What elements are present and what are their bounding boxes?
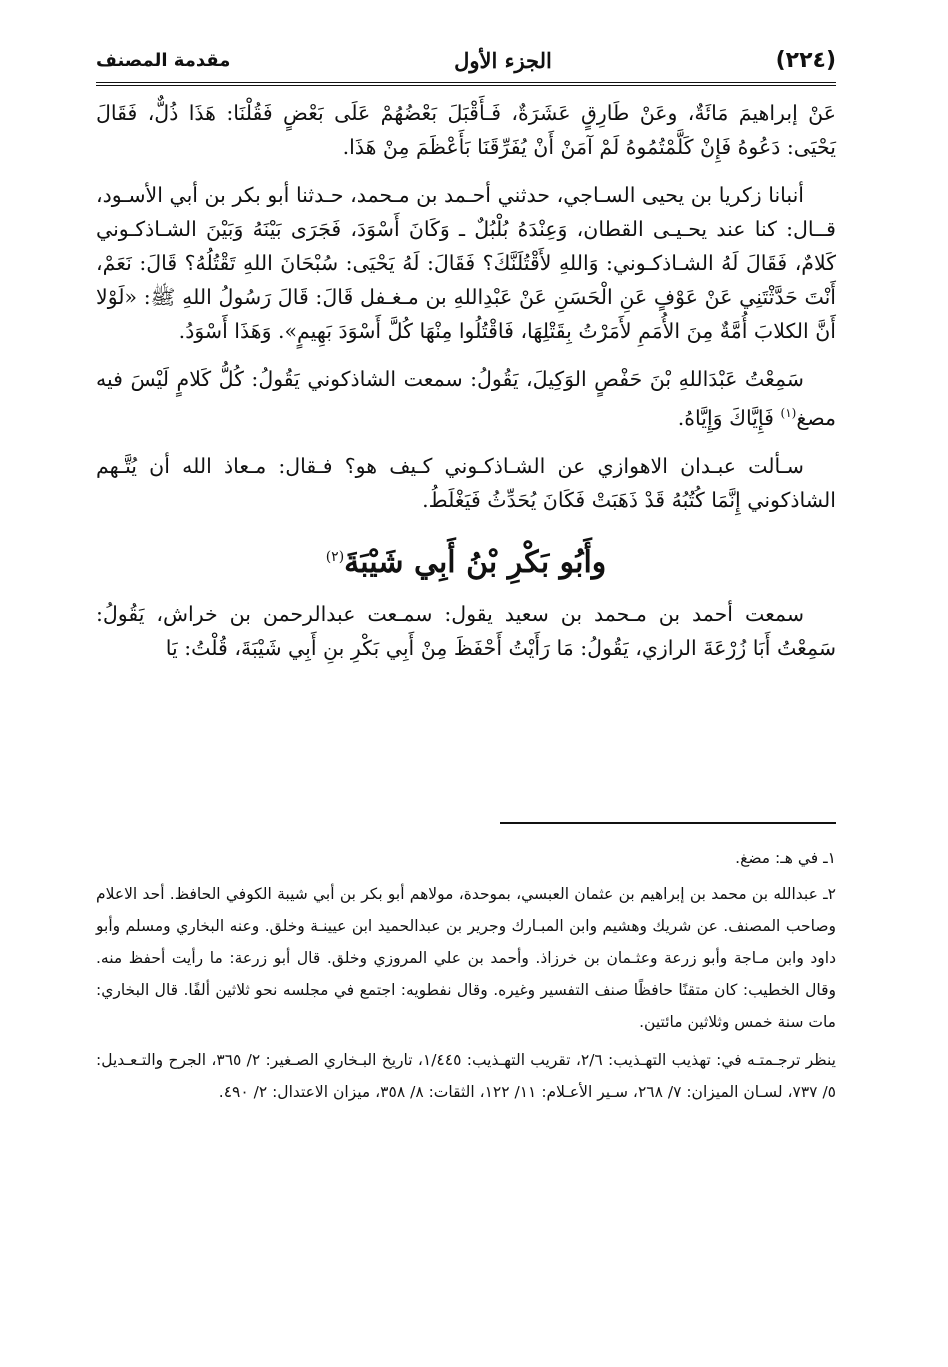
footnotes [96, 842, 836, 1112]
footnote-1: ١ـ في هـ: مضغ. [735, 849, 836, 867]
footnote-sources: ينظر ترجـمتـه في: تهذيب التهـذيب: ٢/٦، تقريب التهـذيب: ١/٤٤٥، تاريخ البـخاري الصـغير: ٢/ ٣٦٥، الجرح والتـعـديل: ٥/ ٧٣٧، لسـان الميزان: ٧/ ٢٦٨، سـير الأعـلام: ١١/ ١٢٢، الثقات: ٨/ ٣٥٨، ميزان الاعتدال: ٢/ ٤٩٠. [96, 1051, 837, 1101]
page-number: (٢٢٤) [775, 47, 836, 73]
paragraph-3-text-a: سَمِعْتُ عَبْدَاللهِ بْنَ حَفْصٍ الوَكِيلَ، يَقُولُ: سمعت الشاذكوني يَقُولُ: كُلُّ كَلامٍ لَيْسَ فيه مصغ [96, 367, 836, 430]
paragraph-1: عَنْ إبراهيمَ مَائَةٌ، وعَنْ طَارِقٍ عَشَرَةٌ، فَـأَقْبَلَ بَعْضُهُمْ عَلَى بَعْضٍ فَقُلْنَا: هَذَا ذُلٌّ، فَقَالَ يَحْيَى: دَعُوهُ فَإِنْ كَلَّمْتُمُوهُ لَمْ آمَنْ أَنْ يُفَرِّقَنَا بَأَعْظَمَ مِنْ هَذَا. [96, 101, 836, 159]
volume-title: الجزء الأول [454, 47, 552, 73]
footnote-2: ٢ـ عبدالله بن محمد بن إبراهيم بن عثمان العبسي، بموحدة، مولاهم أبو بكر بن أبي شيبة الكوفي الحافظ. أحد الاعلام وصاحب المصنف. عن شريك وهشيم وابن المبـارك وجرير بن عبدالحميد ابن عيينـة وخلق. وعنه البخاري ومسلم وأبو داود وابن مـاجة وأبو زرعة وعثـمان بن خرزاذ. وأحمد بن علي المروزي وخلق. قال أبو زرعة: ما رأيت أحفظ منه. وقال الخطيب: كان متقنًا حافظًا صنف التفسير وغيره. وقال نفطويه: اجتمع في مجلسه نحو ثلاثين ألفًا. قال البخاري: مات سنة خمس وثلاثين مائتين. [96, 885, 836, 1031]
paragraph-5: سمعت أحمد بن مـحمد بن سعيد يقول: سمـعت عبدالرحمن بن خراش، يَقُولُ: سَمِعْتُ أَبَا زُرْعَةَ الرازي، يَقُولُ: مَا رَأَيْتُ أَحْفَظَ مِنْ أَبِي بَكْرِ بنِ أَبِي شَيْبَةَ، قُلْتُ: يَا [96, 601, 836, 660]
section-heading [96, 535, 836, 585]
footnote-ref-2: (٢) [325, 548, 345, 565]
footnote-ref-1: (١) [780, 406, 797, 420]
section-title: مقدمة المصنف [96, 49, 231, 71]
footnote-divider [500, 822, 836, 824]
heading-text: وأَبُو بَكْرِ بْنُ أَبِي شَيْبَةَ [344, 544, 607, 580]
main-text [96, 96, 836, 679]
paragraph-3-text-b: فَإِيَّاكَ وَإِيَّاهُ. [677, 405, 781, 430]
paragraph-4: سـألت عبـدان الاهوازي عن الشـاذكـوني كـيف هو؟ فـقال: مـعاذ الله أن يُتَّـهم الشاذكوني إِنَّمَا كُتُبُهُ قَدْ ذَهَبَتْ فَكَانَ يُحَدِّثُ فَيَغْلَطُ. [96, 453, 836, 512]
paragraph-2: أنبانا زكريا بن يحيى السـاجي، حدثني أحـمد بن مـحمد، حـدثنا أبو بكر بن أبي الأسـود، قــال: كنا عند يحـيـى القطان، وَعِنْدَهُ بُلْبُلٌ ـ وَكَانَ أَسْوَدَ، فَجَرَى بَيْنَهُ وَبَيْنَ الشـاذكـوني كَلامٌ، فَقَالَ لَهُ الشـاذكـوني: وَاللهِ لأَقْتُلَنَّكَ؟ فَقَالَ: لَهُ يَحْيَى: سُبْحَانَ اللهِ تَقْتُلُهُ؟ قَالَ: نَعَمْ، أَنْتَ حَدَّثْتَنِي عَنْ عَوْفٍ عَنِ الْحَسَنِ عَنْ عَبْدِاللهِ بن مـغـفل قَالَ: قَالَ رَسُولُ اللهِ ﷺ: «لَوْلا أَنَّ الكلابَ أُمَّةٌ مِنَ الأُمَمِ لأَمَرْتُ بِقَتْلِهَا، فَاقْتُلُوا مِنْهَا كُلَّ أَسْوَدَ بَهِيمٍ». وَهَذَا أَسْوَدُ. [96, 183, 836, 343]
page-header [96, 38, 836, 86]
paragraph-3 [96, 362, 836, 435]
